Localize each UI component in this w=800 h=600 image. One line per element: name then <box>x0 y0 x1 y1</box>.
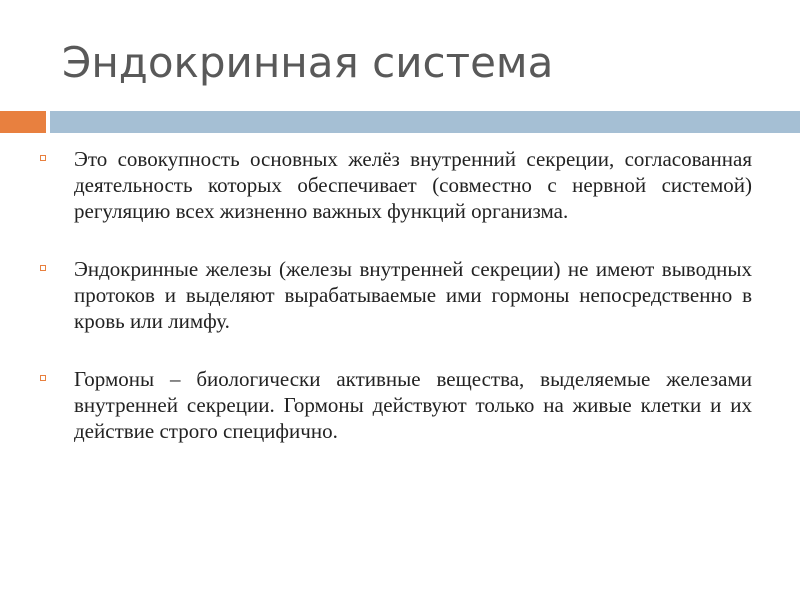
square-bullet-icon <box>40 265 46 271</box>
bullet-text-1: Это совокупность основных желёз внутренний секреции, согласованная деятельность которых обеспечивает (совместно с нервной системой) регуляцию всех жизненно важных функций организма. <box>74 147 752 223</box>
title-underline-bar <box>50 111 800 133</box>
bullet-item-2 <box>40 256 752 334</box>
bullet-list <box>40 146 752 476</box>
title-accent-bar <box>0 111 46 133</box>
slide-title: Эндокринная система <box>62 38 554 87</box>
bullet-text-3: Гормоны – биологически активные вещества, выделяемые железами внутренней секреции. Гормоны действуют только на живые клетки и их действие строго специфично. <box>74 367 752 443</box>
square-bullet-icon <box>40 155 46 161</box>
bullet-item-1 <box>40 146 752 224</box>
bullet-text-2: Эндокринные железы (железы внутренней секреции) не имеют выводных протоков и выделяют вырабатываемые ими гормоны непосредственно в кровь или лимфу. <box>74 257 752 333</box>
square-bullet-icon <box>40 375 46 381</box>
bullet-item-3 <box>40 366 752 444</box>
